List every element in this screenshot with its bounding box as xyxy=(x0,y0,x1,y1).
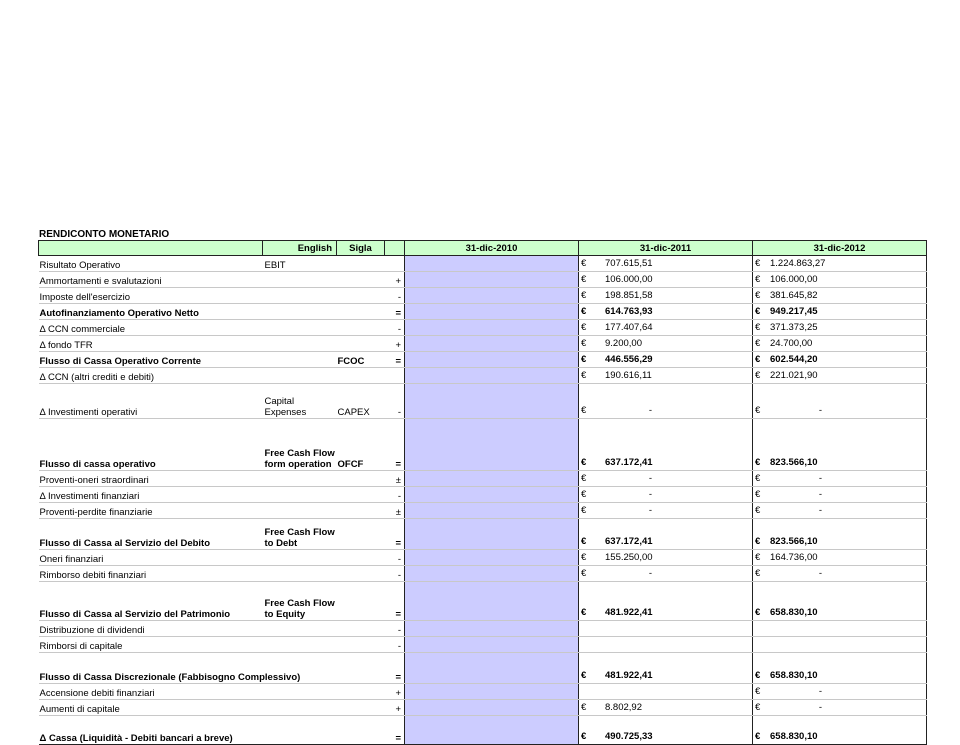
row-operator: = xyxy=(385,519,405,550)
table-row xyxy=(39,566,927,582)
value-2012: 658.830,10 xyxy=(770,607,818,618)
cell-2011 xyxy=(579,471,753,487)
cell-2010 xyxy=(405,272,579,288)
currency-symbol: € xyxy=(581,505,587,516)
row-operator: = xyxy=(385,352,405,368)
cell-2010 xyxy=(405,419,579,471)
table-row xyxy=(39,384,927,419)
header-2011: 31-dic-2011 xyxy=(579,241,753,256)
currency-symbol: € xyxy=(755,306,761,317)
currency-symbol: € xyxy=(581,731,587,742)
cell-2010 xyxy=(405,582,579,621)
cell-2011 xyxy=(579,384,753,419)
cell-2010 xyxy=(405,352,579,368)
row-label: Δ Cassa (Liquidità - Debiti bancari a breve) xyxy=(39,716,263,745)
cell-2012 xyxy=(753,637,927,653)
currency-symbol: € xyxy=(755,274,761,285)
cell-2011 xyxy=(579,637,753,653)
table-row xyxy=(39,288,927,304)
cell-2010 xyxy=(405,519,579,550)
cell-2011 xyxy=(579,700,753,716)
currency-symbol: € xyxy=(581,670,587,681)
cell-2011 xyxy=(579,519,753,550)
row-sigla xyxy=(337,637,385,653)
row-operator: - xyxy=(385,487,405,503)
value-2012: - xyxy=(818,405,822,416)
cell-2011 xyxy=(579,419,753,471)
value-2012: 24.700,00 xyxy=(770,338,813,349)
header-english: English xyxy=(263,241,337,256)
row-label: Flusso di Cassa Discrezionale (Fabbisogno Complessivo) xyxy=(39,653,263,684)
cell-2011 xyxy=(579,288,753,304)
value-2012: - xyxy=(818,505,822,516)
cell-2010 xyxy=(405,304,579,320)
table-row xyxy=(39,487,927,503)
table-row xyxy=(39,352,927,368)
cash-flow-table xyxy=(38,240,927,745)
row-english xyxy=(263,320,337,336)
row-label: Flusso di cassa operativo xyxy=(39,419,263,471)
row-english xyxy=(263,566,337,582)
row-sigla: CAPEX xyxy=(337,384,385,419)
value-2012: 381.645,82 xyxy=(770,290,818,301)
cell-2010 xyxy=(405,368,579,384)
row-english xyxy=(263,700,337,716)
value-2012: 602.544,20 xyxy=(770,354,818,365)
row-operator: + xyxy=(385,336,405,352)
header-2012: 31-dic-2012 xyxy=(753,241,927,256)
cell-2010 xyxy=(405,653,579,684)
value-2011: 177.407,64 xyxy=(605,322,653,333)
cell-2010 xyxy=(405,336,579,352)
row-operator: - xyxy=(385,550,405,566)
row-english: EBIT xyxy=(263,256,337,272)
row-label: Rimborsi di capitale xyxy=(39,637,263,653)
row-operator: = xyxy=(385,716,405,745)
header-sigla: Sigla xyxy=(337,241,385,256)
currency-symbol: € xyxy=(755,686,761,697)
row-operator: = xyxy=(385,653,405,684)
row-operator: = xyxy=(385,304,405,320)
cell-2011 xyxy=(579,320,753,336)
currency-symbol: € xyxy=(755,489,761,500)
table-row xyxy=(39,582,927,621)
value-2011: - xyxy=(648,505,652,516)
cell-2011 xyxy=(579,256,753,272)
value-2011: 637.172,41 xyxy=(605,457,653,468)
value-2012: 658.830,10 xyxy=(770,670,818,681)
row-sigla xyxy=(337,550,385,566)
table-row xyxy=(39,550,927,566)
cell-2012 xyxy=(753,368,927,384)
cell-2012 xyxy=(753,550,927,566)
cell-2011 xyxy=(579,684,753,700)
row-sigla xyxy=(337,471,385,487)
table-row xyxy=(39,621,927,637)
row-operator: - xyxy=(385,621,405,637)
row-english: Free Cash Flow to Debt xyxy=(263,519,337,550)
currency-symbol: € xyxy=(755,670,761,681)
table-row xyxy=(39,503,927,519)
row-english xyxy=(263,288,337,304)
cell-2012 xyxy=(753,700,927,716)
sheet-title: RENDICONTO MONETARIO xyxy=(39,229,170,240)
currency-symbol: € xyxy=(755,370,761,381)
currency-symbol: € xyxy=(755,505,761,516)
value-2011: - xyxy=(648,568,652,579)
cell-2011 xyxy=(579,352,753,368)
cell-2011 xyxy=(579,566,753,582)
row-sigla xyxy=(337,582,385,621)
cell-2011 xyxy=(579,304,753,320)
value-2012: - xyxy=(818,473,822,484)
row-operator: - xyxy=(385,288,405,304)
currency-symbol: € xyxy=(755,258,761,269)
value-2011: 190.616,11 xyxy=(605,370,652,381)
row-label: Δ Investimenti finanziari xyxy=(39,487,263,503)
value-2011: 481.922,41 xyxy=(605,607,653,618)
row-english xyxy=(263,272,337,288)
cell-2012 xyxy=(753,582,927,621)
value-2012: 164.736,00 xyxy=(770,552,818,563)
row-operator: - xyxy=(385,637,405,653)
table-row xyxy=(39,272,927,288)
cell-2011 xyxy=(579,550,753,566)
cell-2012 xyxy=(753,471,927,487)
cell-2012 xyxy=(753,352,927,368)
table-row xyxy=(39,256,927,272)
value-2011: 198.851,58 xyxy=(605,290,653,301)
row-operator: - xyxy=(385,384,405,419)
row-label: Δ CCN commerciale xyxy=(39,320,263,336)
value-2012: - xyxy=(818,686,822,697)
cell-2011 xyxy=(579,368,753,384)
cell-2012 xyxy=(753,684,927,700)
cell-2012 xyxy=(753,320,927,336)
value-2012: 371.373,25 xyxy=(770,322,818,333)
row-operator: ± xyxy=(385,503,405,519)
row-sigla xyxy=(337,684,385,700)
currency-symbol: € xyxy=(581,338,587,349)
table-row xyxy=(39,336,927,352)
row-english xyxy=(263,487,337,503)
row-sigla xyxy=(337,503,385,519)
table-row xyxy=(39,684,927,700)
value-2011: 481.922,41 xyxy=(605,670,653,681)
cell-2012 xyxy=(753,519,927,550)
cell-2012 xyxy=(753,487,927,503)
cell-2010 xyxy=(405,288,579,304)
currency-symbol: € xyxy=(755,702,761,713)
cell-2011 xyxy=(579,272,753,288)
cell-2011 xyxy=(579,621,753,637)
row-sigla xyxy=(337,519,385,550)
cell-2010 xyxy=(405,637,579,653)
row-english xyxy=(263,637,337,653)
currency-symbol: € xyxy=(581,290,587,301)
value-2012: - xyxy=(818,568,822,579)
row-label: Flusso di Cassa Operativo Corrente xyxy=(39,352,263,368)
currency-symbol: € xyxy=(755,354,761,365)
cell-2010 xyxy=(405,684,579,700)
cell-2011 xyxy=(579,653,753,684)
currency-symbol: € xyxy=(755,568,761,579)
row-label: Oneri finanziari xyxy=(39,550,263,566)
cell-2010 xyxy=(405,471,579,487)
cell-2010 xyxy=(405,487,579,503)
currency-symbol: € xyxy=(581,489,587,500)
value-2011: 155.250,00 xyxy=(605,552,653,563)
cell-2011 xyxy=(579,503,753,519)
value-2011: 490.725,33 xyxy=(605,731,653,742)
cell-2012 xyxy=(753,653,927,684)
currency-symbol: € xyxy=(581,552,587,563)
value-2011: - xyxy=(648,489,652,500)
row-label: Proventi-oneri straordinari xyxy=(39,471,263,487)
row-label: Risultato Operativo xyxy=(39,256,263,272)
cell-2012 xyxy=(753,621,927,637)
value-2012: 221.021,90 xyxy=(770,370,818,381)
value-2012: - xyxy=(818,489,822,500)
value-2011: 637.172,41 xyxy=(605,536,653,547)
value-2012: 823.566,10 xyxy=(770,536,818,547)
value-2012: 1.224.863,27 xyxy=(770,258,826,269)
value-2012: - xyxy=(818,702,822,713)
row-sigla xyxy=(337,621,385,637)
cell-2010 xyxy=(405,384,579,419)
row-sigla xyxy=(337,256,385,272)
table-row xyxy=(39,653,927,684)
row-sigla xyxy=(337,653,385,684)
currency-symbol: € xyxy=(755,607,761,618)
row-label: Δ fondo TFR xyxy=(39,336,263,352)
cell-2010 xyxy=(405,256,579,272)
row-operator xyxy=(385,368,405,384)
table-row xyxy=(39,700,927,716)
currency-symbol: € xyxy=(755,473,761,484)
cell-2012 xyxy=(753,288,927,304)
value-2012: 949.217,45 xyxy=(770,306,818,317)
currency-symbol: € xyxy=(755,290,761,301)
cell-2010 xyxy=(405,320,579,336)
row-operator: - xyxy=(385,320,405,336)
currency-symbol: € xyxy=(581,322,587,333)
row-english xyxy=(263,352,337,368)
row-sigla xyxy=(337,487,385,503)
currency-symbol: € xyxy=(581,274,587,285)
table-row xyxy=(39,368,927,384)
value-2011: 9.200,00 xyxy=(605,338,642,349)
value-2011: - xyxy=(648,405,652,416)
currency-symbol: € xyxy=(581,702,587,713)
cell-2010 xyxy=(405,700,579,716)
row-sigla: OFCF xyxy=(337,419,385,471)
cash-flow-sheet xyxy=(38,228,926,745)
table-row xyxy=(39,320,927,336)
row-label: Accensione debiti finanziari xyxy=(39,684,263,700)
cell-2010 xyxy=(405,566,579,582)
currency-symbol: € xyxy=(755,322,761,333)
value-2011: 707.615,51 xyxy=(605,258,653,269)
currency-symbol: € xyxy=(581,258,587,269)
row-operator xyxy=(385,256,405,272)
cell-2010 xyxy=(405,503,579,519)
row-sigla xyxy=(337,336,385,352)
cell-2011 xyxy=(579,487,753,503)
cell-2012 xyxy=(753,503,927,519)
row-label: Ammortamenti e svalutazioni xyxy=(39,272,263,288)
cell-2011 xyxy=(579,582,753,621)
row-label: Flusso di Cassa al Servizio del Debito xyxy=(39,519,263,550)
row-label: Aumenti di capitale xyxy=(39,700,263,716)
table-row xyxy=(39,471,927,487)
row-operator: + xyxy=(385,700,405,716)
currency-symbol: € xyxy=(755,731,761,742)
row-label: Δ Investimenti operativi xyxy=(39,384,263,419)
row-english xyxy=(263,621,337,637)
currency-symbol: € xyxy=(581,568,587,579)
row-label: Flusso di Cassa al Servizio del Patrimonio xyxy=(39,582,263,621)
row-sigla xyxy=(337,566,385,582)
currency-symbol: € xyxy=(581,306,587,317)
row-english xyxy=(263,503,337,519)
currency-symbol: € xyxy=(581,457,587,468)
currency-symbol: € xyxy=(581,536,587,547)
currency-symbol: € xyxy=(581,607,587,618)
row-operator: + xyxy=(385,272,405,288)
row-english xyxy=(263,304,337,320)
row-sigla xyxy=(337,288,385,304)
value-2012: 823.566,10 xyxy=(770,457,818,468)
currency-symbol: € xyxy=(581,473,587,484)
row-sigla xyxy=(337,272,385,288)
row-operator: - xyxy=(385,566,405,582)
value-2012: 106.000,00 xyxy=(770,274,818,285)
cell-2012 xyxy=(753,419,927,471)
row-operator: ± xyxy=(385,471,405,487)
row-english: Capital Expenses xyxy=(263,384,337,419)
currency-symbol: € xyxy=(581,354,587,365)
cell-2012 xyxy=(753,566,927,582)
row-english: Free Cash Flow form operation xyxy=(263,419,337,471)
cell-2010 xyxy=(405,621,579,637)
cell-2012 xyxy=(753,256,927,272)
currency-symbol: € xyxy=(755,338,761,349)
table-row xyxy=(39,304,927,320)
row-sigla: FCOC xyxy=(337,352,385,368)
currency-symbol: € xyxy=(755,552,761,563)
header-label-cell xyxy=(39,241,263,256)
row-sigla xyxy=(337,368,385,384)
currency-symbol: € xyxy=(755,405,761,416)
row-sigla xyxy=(337,700,385,716)
row-label: Imposte dell'esercizio xyxy=(39,288,263,304)
header-2010: 31-dic-2010 xyxy=(405,241,579,256)
cell-2012 xyxy=(753,336,927,352)
header-row xyxy=(39,241,927,256)
value-2011: 8.802,92 xyxy=(605,702,642,713)
row-english xyxy=(263,550,337,566)
cell-2012 xyxy=(753,272,927,288)
value-2012: 658.830,10 xyxy=(770,731,818,742)
row-english: Free Cash Flow to Equity xyxy=(263,582,337,621)
row-english xyxy=(263,368,337,384)
row-english xyxy=(263,471,337,487)
currency-symbol: € xyxy=(755,536,761,547)
currency-symbol: € xyxy=(581,370,587,381)
currency-symbol: € xyxy=(755,457,761,468)
row-sigla xyxy=(337,304,385,320)
cell-2012 xyxy=(753,384,927,419)
value-2011: - xyxy=(648,473,652,484)
row-label: Rimborso debiti finanziari xyxy=(39,566,263,582)
table-row xyxy=(39,637,927,653)
value-2011: 614.763,93 xyxy=(605,306,653,317)
currency-symbol: € xyxy=(581,405,587,416)
row-operator: = xyxy=(385,419,405,471)
table-row xyxy=(39,519,927,550)
value-2011: 446.556,29 xyxy=(605,354,653,365)
row-operator: + xyxy=(385,684,405,700)
row-english xyxy=(263,336,337,352)
row-operator: = xyxy=(385,582,405,621)
row-sigla xyxy=(337,320,385,336)
row-label: Distribuzione di dividendi xyxy=(39,621,263,637)
row-label: Proventi-perdite finanziarie xyxy=(39,503,263,519)
cell-2010 xyxy=(405,550,579,566)
cell-2012 xyxy=(753,304,927,320)
table-row xyxy=(39,419,927,471)
row-english xyxy=(263,684,337,700)
row-label: Δ CCN (altri crediti e debiti) xyxy=(39,368,263,384)
value-2011: 106.000,00 xyxy=(605,274,653,285)
row-label: Autofinanziamento Operativo Netto xyxy=(39,304,263,320)
cell-2011 xyxy=(579,336,753,352)
header-op-cell xyxy=(385,241,405,256)
